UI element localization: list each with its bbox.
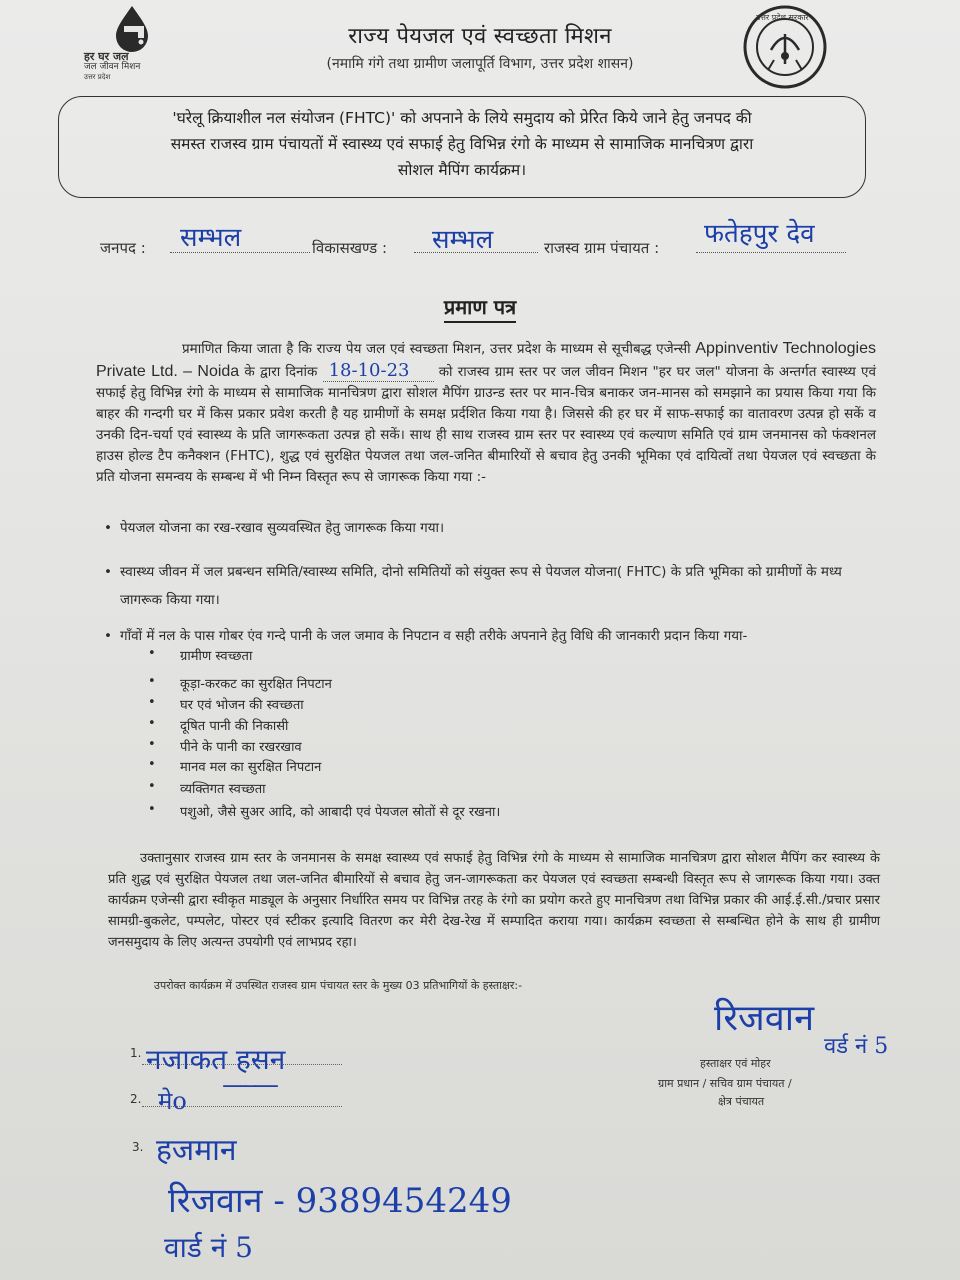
- participant-scribble-2: —–—: [222, 1070, 275, 1100]
- banner-line-3: सोशल मैपिंग कार्यक्रम।: [397, 161, 527, 179]
- topic-item: • दूषित पानी की निकासी: [148, 716, 288, 734]
- para-body: को राजस्व ग्राम स्तर पर जल जीवन मिशन "हर घर जल" योजना के अन्तर्गत स्वास्थ्य एवं सफाई हेतु विभिन्न रंगो के माध्यम से सामाजिक मानचित्रण द्वारा सोशल मैपिंग ग्राउन्ड स्तर पर मान-चित्र बनाकर जन-मानस को समझाने का प्रयास किया गया कि बाहर की गन्दगी घर में किस प्रकार प्रवेश करती है यह ग्रामीणों के समक्ष प्रर्दशित किया गया है। जिससे की हर घर में साफ-सफाई का वातावरण उत्पन्न हो सकें व उनकी दिन-चर्या एवं स्वास्थ्य के प्रति जागरूकता उत्पन्न हो सकें। साथ ही साथ राजस्व ग्राम स्तर पर स्वास्थ्य एवं कल्याण समिति एवं ग्राम जनमानस को फंक्शनल हाउस होल्ड टैप कनैक्शन (FHTC), शुद्ध एवं सुरक्षित पेयजल तथा जल-जनित बीमारियों से बचाव हेतु उनकी भूमिका एवं दायित्वों तथा पेयजल एवं स्वच्छता के प्रति योजना समन्वय के सम्बन्ध में भी निम्न विस्तृत रूप से जागरूक किया गया :-: [96, 364, 877, 485]
- topic-item: • पीने के पानी का रखरखाव: [148, 737, 302, 755]
- bullet-item: • गाँवों में नल के पास गोबर एंव गन्दे पानी के जल जमाव के निपटान व सही तरीके अपनाने हेतु विधि की जानकारी प्रदान किया गया-: [104, 622, 864, 650]
- closing-paragraph: [108, 848, 880, 953]
- program-date: 18-10-23: [323, 360, 434, 382]
- participant-number: 3.: [132, 1140, 144, 1154]
- panchayat-line: [696, 252, 846, 253]
- para-intro: प्रमाणित किया जाता है कि राज्य पेय जल एवं स्वच्छता मिशन, उत्तर प्रदेश के माध्यम से सूचीबद्ध एजेन्सी: [182, 341, 691, 357]
- agency-name: Appinventiv Technologies Private Ltd. – Noida: [96, 340, 876, 380]
- location-fields: [100, 219, 900, 272]
- topic-item: • ग्रामीण स्वच्छता: [148, 646, 252, 664]
- topic-item: • कूड़ा-करकट का सुरक्षित निपटान: [148, 674, 332, 692]
- page-subtitle: (नमामि गंगे तथा ग्रामीण जलापूर्ति विभाग, उत्तर प्रदेश शासन): [326, 56, 634, 72]
- participant-name-phone: रिजवान - 9389454249: [168, 1181, 512, 1221]
- emblem-text: उत्तर प्रदेश सरकार: [756, 13, 809, 22]
- certificate-paragraph: [96, 338, 876, 488]
- participant-signature-1: नजाकत हसन: [146, 1043, 286, 1076]
- certificate-title-text: प्रमाण पत्र: [444, 295, 516, 323]
- district-label: जनपद :: [100, 239, 146, 257]
- official-designation-2: क्षेत्र पंचायत: [718, 1095, 765, 1108]
- participant-signature-3: हजमान: [156, 1133, 237, 1168]
- bullet-item: • पेयजल योजना का रख-रखाव सुव्यवस्थित हेतु जागरूक किया गया।: [104, 514, 864, 542]
- para-date-label: के द्वारा दिनांक: [244, 364, 318, 380]
- official-sign-label: हस्ताक्षर एवं मोहर: [700, 1057, 771, 1070]
- participant-ward: वार्ड नं 5: [164, 1231, 253, 1264]
- block-value: सम्भल: [432, 225, 494, 255]
- page-title: राज्य पेयजल एवं स्वच्छता मिशन: [348, 24, 612, 49]
- topic-item: • मानव मल का सुरक्षित निपटान: [148, 757, 321, 775]
- awareness-bullets: [104, 514, 864, 666]
- topic-item: • घर एवं भोजन की स्वच्छता: [148, 695, 304, 713]
- banner-line-2: समस्त राजस्व ग्राम पंचायतों में स्वास्थ्य एवं सफाई हेतु विभिन्न रंगो के माध्यम से सामाजिक मानचित्रण द्वारा: [170, 135, 754, 153]
- participant-number: 1.: [130, 1046, 142, 1060]
- banner-line-1: 'घरेलू क्रियाशील नल संयोजन (FHTC)' को अपनाने के लिये समुदाय को प्रेरित किये जाने हेतु जनपद की: [172, 109, 752, 127]
- block-label: विकासखण्ड :: [312, 239, 388, 257]
- district-value: सम्भल: [180, 223, 242, 253]
- topic-item: • व्यक्तिगत स्वच्छता: [148, 779, 266, 797]
- up-govt-emblem: [738, 4, 832, 90]
- official-signature: रिजवान: [714, 998, 815, 1039]
- participant-signature-2: मेo: [158, 1087, 187, 1115]
- official-designation: ग्राम प्रधान / सचिव ग्राम पंचायत /: [658, 1077, 792, 1090]
- certificate-title: [0, 293, 960, 320]
- participants-note: उपरोक्त कार्यक्रम में उपस्थित राजस्व ग्राम पंचायत स्तर के मुख्य 03 प्रतिभागियों के हस्ताक्षर:-: [153, 979, 523, 992]
- logo-tagline: हर घर जल जल जीवन मिशन उत्तर प्रदेश: [84, 50, 141, 81]
- topic-item: • पशुओ, जैसे सुअर आदि, को आबादी एवं पेयजल स्रोतों से दूर रखना।: [148, 802, 500, 820]
- panchayat-value: फतेहपुर देव: [704, 219, 815, 249]
- participant-number: 2.: [130, 1092, 142, 1106]
- closing-text: उक्तानुसार राजस्व ग्राम स्तर के जनमानस के समक्ष स्वास्थ्य एवं सफाई हेतु विभिन्न रंगो के माध्यम से सामाजिक मानचित्रण द्वारा सोशल मैपिंग कर स्वास्थ्य के प्रति शुद्ध एवं सुरक्षित पेयजल तथा जल-जनित बीमारियों से बचाव हेतु जन-जागरूकता कर पेयजल एवं स्वच्छता सम्बन्धी विस्तृत रूप से जागरूक किया गया। उक्त कार्यक्रम एजेन्सी द्वारा स्वीकृत माड्यूल के अनुसार निर्धारित समय पर विभिन्न तरह के रंगो का प्रयोग करते हुए मानचित्रण तथा विभिन्न प्रकार की आई.ई.सी./प्रचार प्रसार सामग्री-बुकलेट, पम्पलेट, पोस्टर एवं स्टीकर इत्यादि वितरण कर मेरी देख-रेख में सम्पादित कराया गया। कार्यक्रम स्वच्छता से सम्बन्धित होने के साथ ही ग्रामीण जनसमुदाय के लिए अत्यन्त उपयोगी एवं लाभप्रद रहा।: [108, 851, 880, 950]
- bullet-item: • स्वास्थ्य जीवन में जल प्रबन्धन समिति/स्वास्थ्य समिति, दोनो समितियों को संयुक्त रूप से पेयजल योजना( FHTC) के प्रति भूमिका को ग्रामीणों के मध्य जागरूक किया गया।: [104, 558, 864, 614]
- program-banner: [58, 96, 866, 198]
- official-ward: वर्ड नं 5: [824, 1034, 889, 1059]
- panchayat-label: राजस्व ग्राम पंचायत :: [544, 239, 660, 257]
